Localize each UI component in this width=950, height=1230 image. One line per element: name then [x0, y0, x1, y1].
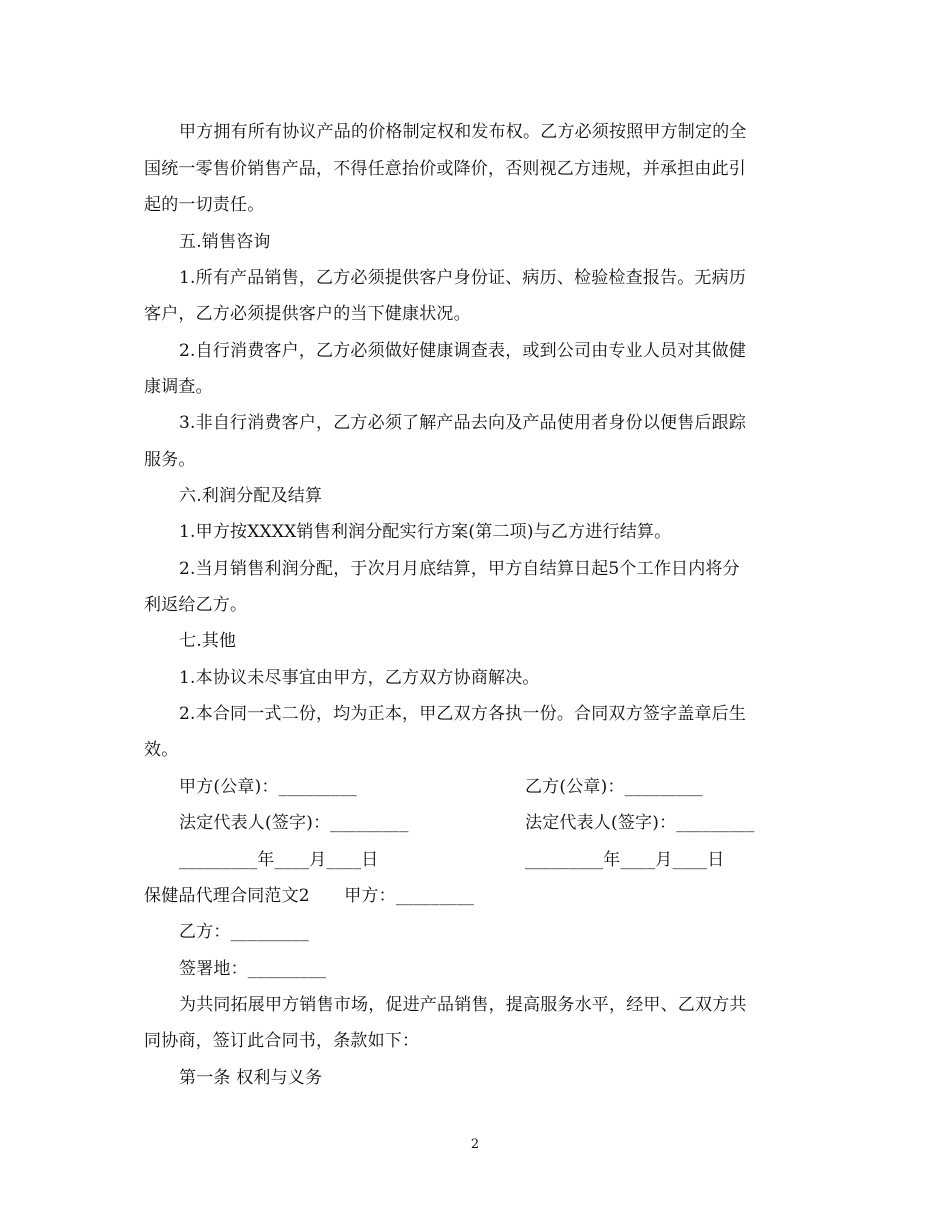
section-5-item-2-line-2: 康调查。 [144, 377, 213, 397]
section-5-item-3-line-1: 3.非自行消费客户，乙方必须了解产品去向及产品使用者身份以便售后跟踪 [179, 413, 747, 433]
second-contract-intro-line-2: 同协商，签订此合同书，条款如下： [144, 1031, 420, 1051]
section-7-item-2-line-1: 2.本合同一式二份，均为正本，甲乙双方各执一份。合同双方签字盖章后生 [179, 704, 747, 724]
section-5-item-1-line-1: 1.所有产品销售，乙方必须提供客户身份证、病历、检验检查报告。无病历 [179, 268, 747, 288]
section-6-item-2-line-2: 利返给乙方。 [144, 595, 248, 615]
section-7-item-1: 1.本协议未尽事宜由甲方，乙方双方协商解决。 [179, 668, 540, 688]
party-b-seal-field: 乙方(公章)：_________ [525, 777, 703, 797]
section-5-heading: 五.销售咨询 [179, 232, 271, 252]
section-6-heading: 六.利润分配及结算 [179, 486, 323, 506]
article-1-heading: 第一条 权利与义务 [179, 1068, 323, 1088]
section-7-item-2-line-2: 效。 [144, 740, 179, 760]
second-contract-sign-place: 签署地：_________ [179, 959, 327, 979]
section-6-item-2-line-1: 2.当月销售利润分配，于次月月底结算，甲方自结算日起5个工作日内将分 [179, 559, 740, 579]
party-a-date-field: _________年____月____日 [179, 850, 379, 870]
price-rights-line-3: 起的一切责任。 [144, 195, 265, 215]
party-b-representative-field: 法定代表人(签字)：_________ [525, 813, 755, 833]
page-number: 2 [470, 1137, 480, 1152]
price-rights-line-2: 国统一零售价销售产品，不得任意抬价或降价，否则视乙方违规，并承担由此引 [144, 159, 746, 179]
party-a-representative-field: 法定代表人(签字)：_________ [179, 813, 409, 833]
section-5-item-1-line-2: 客户，乙方必须提供客户的当下健康状况。 [144, 304, 471, 324]
second-contract-party-b: 乙方：_________ [179, 922, 309, 942]
section-6-item-1: 1.甲方按XXXX销售利润分配实行方案(第二项)与乙方进行结算。 [179, 522, 672, 542]
party-a-seal-field: 甲方(公章)：_________ [179, 777, 357, 797]
second-contract-title: 保健品代理合同范文2 甲方：_________ [144, 886, 475, 906]
party-b-date-field: _________年____月____日 [525, 850, 725, 870]
price-rights-line-1: 甲方拥有所有协议产品的价格制定权和发布权。乙方必须按照甲方制定的全 [179, 122, 747, 142]
section-5-item-3-line-2: 服务。 [144, 450, 196, 470]
section-7-heading: 七.其他 [179, 631, 237, 651]
section-5-item-2-line-1: 2.自行消费客户，乙方必须做好健康调查表，或到公司由专业人员对其做健 [179, 341, 747, 361]
second-contract-intro-line-1: 为共同拓展甲方销售市场，促进产品销售，提高服务水平，经甲、乙双方共 [179, 995, 747, 1015]
